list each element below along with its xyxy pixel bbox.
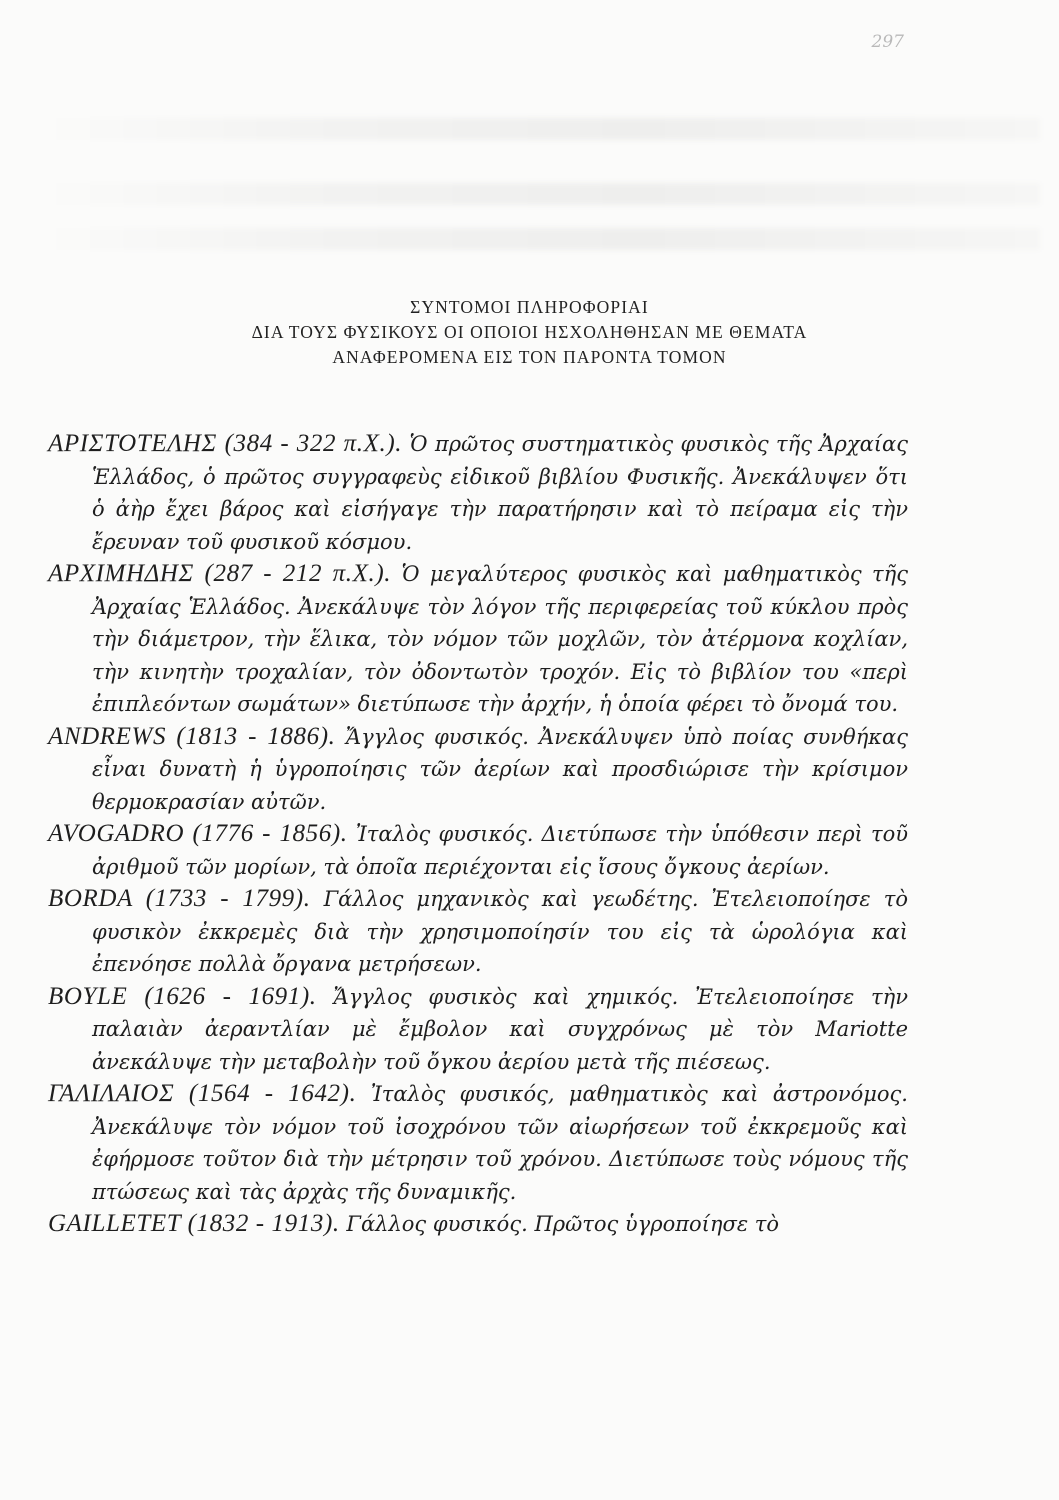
entry-name: ANDREWS (1813 - 1886). [48, 722, 336, 750]
show-through-line [40, 183, 1040, 205]
entry-galileo [48, 1078, 908, 1208]
entry-aristotle [48, 428, 908, 558]
section-heading [0, 295, 1059, 370]
page-number: 297 [871, 32, 904, 52]
heading-line-2: ΔΙΑ ΤΟΥΣ ΦΥΣΙΚΟΥΣ ΟΙ ΟΠΟΙΟΙ ΗΣΧΟΛΗΘΗΣΑΝ ΜΕ ΘΕΜΑΤΑ [251, 322, 808, 342]
entry-name: BOYLE (1626 - 1691). [48, 982, 317, 1010]
entry-name: BORDA (1733 - 1799). [48, 885, 311, 912]
show-through-line [40, 228, 1040, 250]
entry-andrews [48, 721, 908, 819]
entry-name: GAILLETET (1832 - 1913). [48, 1210, 340, 1237]
entry-name: ΑΡΧΙΜΗΔΗΣ (287 - 212 π.Χ.). [48, 560, 392, 587]
entry-text: Ἄγγλος φυσικός. Ἀνεκάλυψεν ὑπὸ ποίας συνθήκας εἶναι δυνατὴ ἡ ὑγροποίησις τῶν ἀερίων καὶ προσδιώρισε τὴν κρίσιμον θερμοκρασίαν αὐτῶν. [92, 724, 908, 814]
entry-name: ΑΡΙΣΤΟΤΕΛΗΣ (384 - 322 π.Χ.). [48, 430, 403, 457]
entry-archimedes [48, 558, 908, 721]
entry-text: Ὁ πρῶτος συστηματικὸς φυσικὸς τῆς Ἀρχαίας Ἑλλάδος, ὁ πρῶτος συγγραφεὺς εἰδικοῦ βιβλίου Φυσικῆς. Ἀνεκάλυψεν ὅτι ὁ ἀὴρ ἔχει βάρος καὶ εἰσήγαγε τὴν παρατήρησιν καὶ τὸ πείραμα εἰς τὴν ἔρευναν τοῦ φυσικοῦ κόσμου. [92, 432, 908, 554]
entry-gailletet [48, 1208, 908, 1241]
heading-line-1: ΣΥΝΤΟΜΟΙ ΠΛΗΡΟΦΟΡΙΑΙ [410, 297, 649, 317]
heading-line-3: ΑΝΑΦΕΡΟΜΕΝΑ ΕΙΣ ΤΟΝ ΠΑΡΟΝΤΑ ΤΟΜΟΝ [332, 347, 727, 367]
entry-text: Γάλλος φυσικός. Πρῶτος ὑγροποίησε τὸ [346, 1212, 780, 1236]
entry-text: Ἰταλὸς φυσικός, μαθηματικὸς καὶ ἀστρονόμος. Ἀνεκάλυψε τὸν νόμον τοῦ ἰσοχρόνου τῶν αἰωρήσεων τοῦ ἐκκρεμοῦς καὶ ἐφήρμοσε τοῦτον διὰ τὴν μέτρησιν τοῦ χρόνου. Διετύπωσε τοὺς νόμους τῆς πτώσεως καὶ τὰς ἀρχὰς τῆς δυναμικῆς. [92, 1082, 908, 1204]
entry-name: ΓΑΛΙΛΑΙΟΣ (1564 - 1642). [48, 1080, 357, 1107]
entry-name: AVOGADRO (1776 - 1856). [48, 820, 348, 847]
entry-text: Ἰταλὸς φυσικός. Διετύπωσε τὴν ὑπόθεσιν περὶ τοῦ ἀριθμοῦ τῶν μορίων, τὰ ὁποῖα περιέχονται εἰς ἴσους ὄγκους ἀερίων. [92, 822, 909, 879]
show-through-line [40, 118, 1040, 140]
entry-text: Ὁ μεγαλύτερος φυσικὸς καὶ μαθηματικὸς τῆς Ἀρχαίας Ἑλλάδος. Ἀνεκάλυψε τὸν λόγον τῆς περιφερείας τοῦ κύκλου πρὸς τὴν διάμετρον, τὴν ἕλικα, τὸν νόμον τῶν μοχλῶν, τὸν ἀτέρμονα κοχλίαν, τὴν κινητὴν τροχαλίαν, τὸν ὀδοντωτὸν τροχόν. Εἰς τὸ βιβλίον του «περὶ ἐπιπλεόντων σωμάτων» διετύπωσε τὴν ἀρχήν, ἡ ὁποία φέρει τὸ ὄνομά του. [92, 562, 908, 716]
entry-boyle [48, 981, 908, 1079]
entry-text: Γάλλος μηχανικὸς καὶ γεωδέτης. Ἐτελειοποίησε τὸ φυσικὸν ἐκκρεμὲς διὰ τὴν χρησιμοποίησίν του εἰς τὰ ὡρολόγια καὶ ἐπενόησε πολλὰ ὄργανα μετρήσεων. [92, 887, 908, 976]
entry-borda [48, 883, 908, 981]
physicist-entries [48, 428, 908, 1241]
entry-text: Ἄγγλος φυσικὸς καὶ χημικός. Ἐτελειοποίησε τὴν παλαιὰν ἀεραντλίαν μὲ ἔμβολον καὶ συγχρόνως μὲ τὸν Mariotte ἀνεκάλυψε τὴν μεταβολὴν τοῦ ὄγκου ἀερίου μετὰ τῆς πιέσεως. [92, 984, 908, 1074]
entry-avogadro [48, 818, 908, 883]
